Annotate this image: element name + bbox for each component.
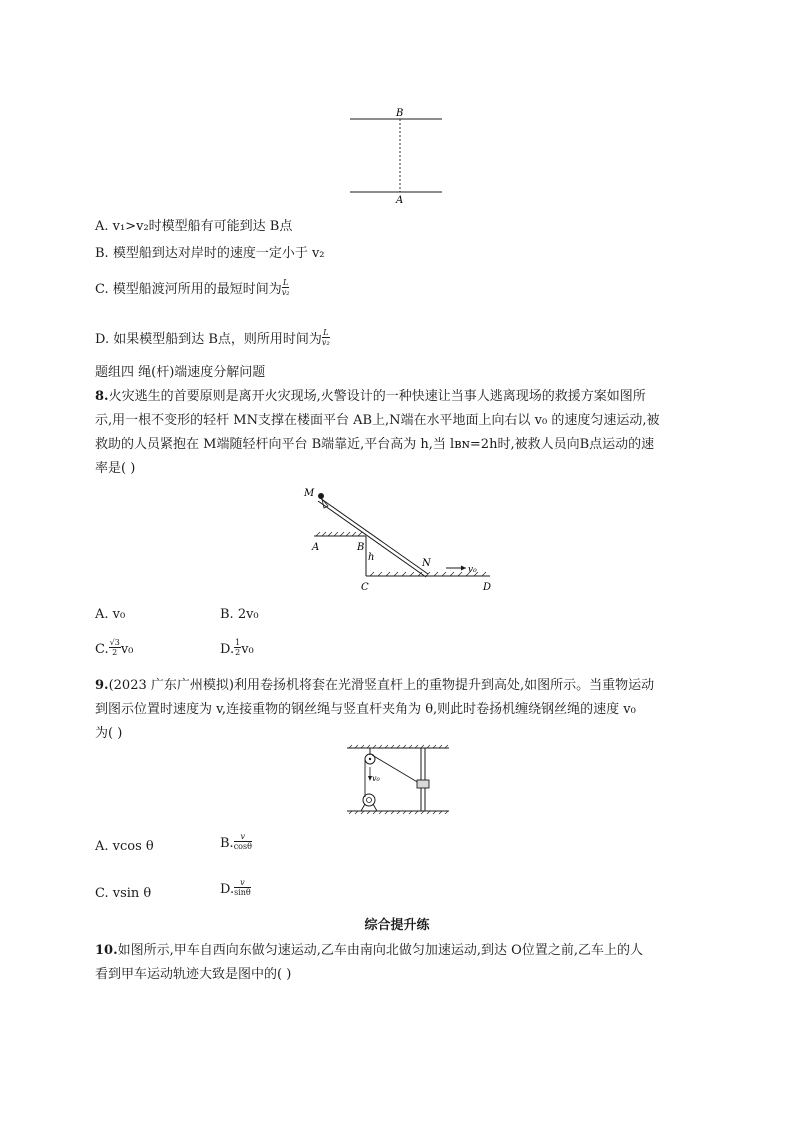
q7-option-d-text: D. 如果模型船到达 B点，则所用时间为 — [95, 332, 322, 347]
denominator: v₂ — [281, 288, 290, 297]
label-a: A — [396, 195, 404, 206]
label-c: C — [361, 582, 369, 593]
q8-line1-text: 火灾逃生的首要原则是离开火灾现场,火警设计的一种快速让当事人逃离现场的救援方案如图所 — [108, 389, 646, 404]
winch-hub — [367, 798, 372, 803]
q7-option-b: B. 模型船到达对岸时的速度一定小于 v₂ — [95, 246, 325, 261]
winch-base — [361, 804, 377, 811]
option-prefix: C. — [95, 642, 109, 657]
denominator: 2 — [112, 648, 118, 657]
q8-option-c — [95, 640, 133, 659]
river-crossing-figure — [350, 104, 445, 204]
label-d: D — [483, 582, 492, 593]
fraction — [234, 878, 251, 897]
q7-option-a: A. v₁>v₂时模型船有可能到达 B点 — [95, 219, 293, 234]
denominator: 2 — [235, 648, 241, 657]
q8-line3: 救助的人员紧抱在 M端随轻杆向平台 B端靠近,平台高为 h,当 lʙɴ=2h时,被救人员向B点运动的速 — [95, 437, 655, 452]
fraction — [234, 638, 241, 657]
option-prefix: D. — [220, 642, 235, 657]
winch-figure — [345, 745, 453, 815]
q9-number: 9. — [95, 678, 109, 693]
q7-option-c — [95, 280, 289, 299]
platform-hatch — [316, 532, 362, 536]
q9-line3: 为( ) — [95, 726, 123, 741]
label-n: N — [422, 558, 431, 569]
numerator: 1 — [235, 638, 241, 647]
numerator: √3 — [109, 638, 120, 647]
section-title: 综合提升练 — [364, 918, 430, 933]
option-suffix: v₀ — [241, 642, 254, 657]
q10-line2: 看到甲车运动轨迹大致是图中的( ) — [95, 967, 292, 982]
q9-option-c: C. vsin θ — [95, 886, 152, 901]
q9-option-a: A. vcos θ — [95, 839, 154, 854]
option-prefix: B. — [220, 836, 234, 851]
q7-option-d — [95, 330, 330, 349]
q9-line1 — [95, 677, 654, 695]
numerator: L — [282, 278, 289, 287]
q10-line1-text: 如图所示,甲车自西向东做匀速运动,乙车由南向北做匀加速运动,到达 O位置之前,乙车上的人 — [117, 943, 643, 958]
option-suffix: v₀ — [120, 642, 134, 657]
q9-line1-text: (2023 广东广州模拟)利用卷扬机将套在光滑竖直杆上的重物提升到高处,如图所示。当重物运动 — [108, 678, 655, 693]
fraction — [234, 832, 252, 851]
fraction — [109, 638, 121, 657]
q10-number: 10. — [95, 943, 118, 958]
q7-option-c-text: C. 模型船渡河所用的最短时间为 — [95, 282, 282, 297]
weight-block — [417, 780, 429, 788]
label-b: B — [357, 542, 365, 553]
q9-line2: 到图示位置时速度为 v,连接重物的钢丝绳与竖直杆夹角为 θ,则此时卷扬机缠绕钢丝绳的速度 v₀ — [95, 702, 636, 717]
label-v0: v₀ — [372, 774, 380, 783]
fraction — [282, 278, 290, 297]
q9-option-b — [220, 834, 252, 853]
label-h: h — [368, 552, 375, 563]
q10-line1 — [95, 942, 643, 960]
q9-option-d — [220, 880, 251, 899]
pulley-axle — [369, 758, 371, 760]
numerator: v — [234, 832, 252, 842]
q8-option-b: B. 2v₀ — [220, 607, 259, 622]
q8-line1 — [95, 388, 646, 406]
q8-line2: 示,用一根不变形的轻杆 MN支撑在楼面平台 AB上,N端在水平地面上向右以 v₀ 的速度匀速运动,被 — [95, 413, 660, 428]
label-v0: v₀ — [468, 565, 477, 575]
label-a: A — [312, 542, 320, 553]
denominator: cosθ — [233, 842, 252, 851]
rescued-person — [318, 493, 324, 499]
q8-line4: 率是( ) — [95, 461, 136, 476]
label-m: M — [304, 488, 315, 499]
denominator: v₂ — [321, 338, 330, 347]
label-b: B — [396, 108, 404, 119]
q8-option-a: A. v₀ — [95, 607, 126, 622]
arrow-head — [461, 566, 466, 571]
numerator: v — [234, 878, 251, 888]
numerator: L — [323, 328, 329, 337]
fraction — [322, 328, 330, 347]
q8-number: 8. — [95, 389, 109, 404]
rescue-rod-figure — [300, 484, 510, 594]
group4-title: 题组四 绳(杆)端速度分解问题 — [95, 365, 266, 380]
rod-mn-edge — [318, 501, 426, 577]
denominator: sinθ — [234, 888, 251, 897]
q8-option-d — [220, 640, 254, 659]
option-prefix: D. — [220, 882, 235, 897]
